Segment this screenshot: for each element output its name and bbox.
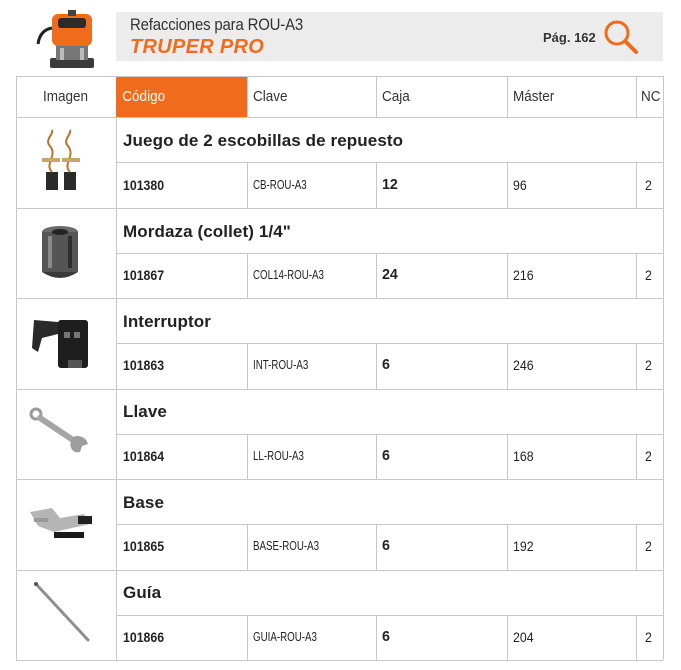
grid-line bbox=[376, 615, 377, 660]
grid-line bbox=[636, 434, 637, 479]
product-name: Interruptor bbox=[123, 312, 211, 331]
column-header-imagen: Imagen bbox=[43, 88, 89, 105]
column-header-master: Máster bbox=[513, 88, 555, 105]
grid-line bbox=[376, 76, 377, 117]
grid-line bbox=[116, 343, 663, 344]
grid-line bbox=[507, 76, 508, 117]
grid-line bbox=[116, 524, 663, 525]
grid-line bbox=[16, 570, 663, 571]
wrench-image bbox=[24, 398, 96, 470]
nc-cell: 2 bbox=[645, 448, 652, 464]
codigo-cell: 101380 bbox=[123, 177, 165, 193]
product-name: Llave bbox=[123, 402, 167, 421]
grid-line bbox=[16, 660, 663, 661]
master-cell: 168 bbox=[513, 448, 534, 464]
grid-line bbox=[16, 117, 663, 118]
codigo-cell: 101867 bbox=[123, 267, 165, 283]
product-name: Juego de 2 escobillas de repuesto bbox=[123, 131, 404, 150]
grid-line bbox=[636, 76, 637, 117]
grid-line bbox=[376, 253, 377, 298]
master-cell: 192 bbox=[513, 538, 534, 554]
grid-line bbox=[16, 208, 663, 209]
grid-line bbox=[247, 524, 248, 570]
grid-line bbox=[116, 253, 663, 254]
caja-cell: 24 bbox=[382, 266, 398, 283]
switch-image bbox=[24, 308, 96, 380]
grid-line bbox=[376, 524, 377, 570]
router-product-image bbox=[28, 8, 110, 72]
nc-cell: 2 bbox=[645, 538, 652, 554]
grid-line bbox=[16, 76, 663, 77]
column-header-codigo[interactable] bbox=[116, 77, 247, 117]
grid-line bbox=[507, 343, 508, 389]
grid-line bbox=[507, 615, 508, 660]
search-icon[interactable] bbox=[600, 16, 640, 56]
nc-cell: 2 bbox=[645, 177, 652, 193]
codigo-cell: 101863 bbox=[123, 357, 165, 373]
nc-cell: 2 bbox=[645, 629, 652, 645]
grid-line bbox=[636, 343, 637, 389]
base-image bbox=[24, 488, 96, 560]
grid-line bbox=[636, 253, 637, 298]
clave-cell: INT-ROU-A3 bbox=[253, 357, 309, 372]
caja-cell: 12 bbox=[382, 176, 398, 193]
grid-line bbox=[16, 479, 663, 480]
caja-cell: 6 bbox=[382, 356, 390, 373]
collet-image bbox=[24, 218, 96, 290]
nc-cell: 2 bbox=[645, 267, 652, 283]
grid-line bbox=[507, 162, 508, 208]
product-name: Base bbox=[123, 493, 165, 512]
grid-line bbox=[16, 76, 17, 660]
grid-line bbox=[247, 343, 248, 389]
grid-line bbox=[376, 162, 377, 208]
clave-cell: GUIA-ROU-A3 bbox=[253, 629, 317, 644]
master-cell: 246 bbox=[513, 357, 534, 373]
clave-cell: CB-ROU-A3 bbox=[253, 177, 307, 192]
column-header-codigo-label: Código bbox=[122, 88, 166, 105]
codigo-cell: 101864 bbox=[123, 448, 165, 464]
grid-line bbox=[507, 253, 508, 298]
codigo-cell: 101865 bbox=[123, 538, 165, 554]
grid-line bbox=[663, 76, 664, 660]
nc-cell: 2 bbox=[645, 357, 652, 373]
page-title: Refacciones para ROU-A3 bbox=[130, 15, 304, 34]
grid-line bbox=[636, 524, 637, 570]
grid-line bbox=[116, 434, 663, 435]
brand-logo: TRUPER PRO bbox=[130, 36, 265, 58]
grid-line bbox=[247, 615, 248, 660]
grid-line bbox=[16, 389, 663, 390]
grid-line bbox=[116, 76, 117, 660]
clave-cell: LL-ROU-A3 bbox=[253, 448, 304, 463]
codigo-cell: 101866 bbox=[123, 629, 165, 645]
grid-line bbox=[247, 434, 248, 479]
grid-line bbox=[247, 253, 248, 298]
clave-cell: BASE-ROU-A3 bbox=[253, 538, 320, 553]
grid-line bbox=[247, 76, 248, 117]
master-cell: 96 bbox=[513, 177, 527, 193]
grid-line bbox=[116, 615, 663, 616]
grid-line bbox=[116, 162, 663, 163]
grid-line bbox=[247, 162, 248, 208]
caja-cell: 6 bbox=[382, 447, 390, 464]
grid-line bbox=[376, 343, 377, 389]
page-number: Pág. 162 bbox=[543, 30, 596, 45]
grid-line bbox=[636, 615, 637, 660]
column-header-caja: Caja bbox=[382, 88, 410, 105]
grid-line bbox=[376, 434, 377, 479]
master-cell: 204 bbox=[513, 629, 534, 645]
column-header-nc: NC bbox=[641, 88, 661, 105]
product-name: Guía bbox=[123, 583, 162, 602]
grid-line bbox=[16, 298, 663, 299]
clave-cell: COL14-ROU-A3 bbox=[253, 267, 324, 282]
grid-line bbox=[507, 434, 508, 479]
guide-rod-image bbox=[24, 578, 96, 650]
column-header-clave: Clave bbox=[253, 88, 288, 105]
caja-cell: 6 bbox=[382, 537, 390, 554]
grid-line bbox=[507, 524, 508, 570]
brushes-image bbox=[24, 128, 96, 200]
product-name: Mordaza (collet) 1/4" bbox=[123, 222, 291, 241]
master-cell: 216 bbox=[513, 267, 534, 283]
caja-cell: 6 bbox=[382, 628, 390, 645]
grid-line bbox=[636, 162, 637, 208]
